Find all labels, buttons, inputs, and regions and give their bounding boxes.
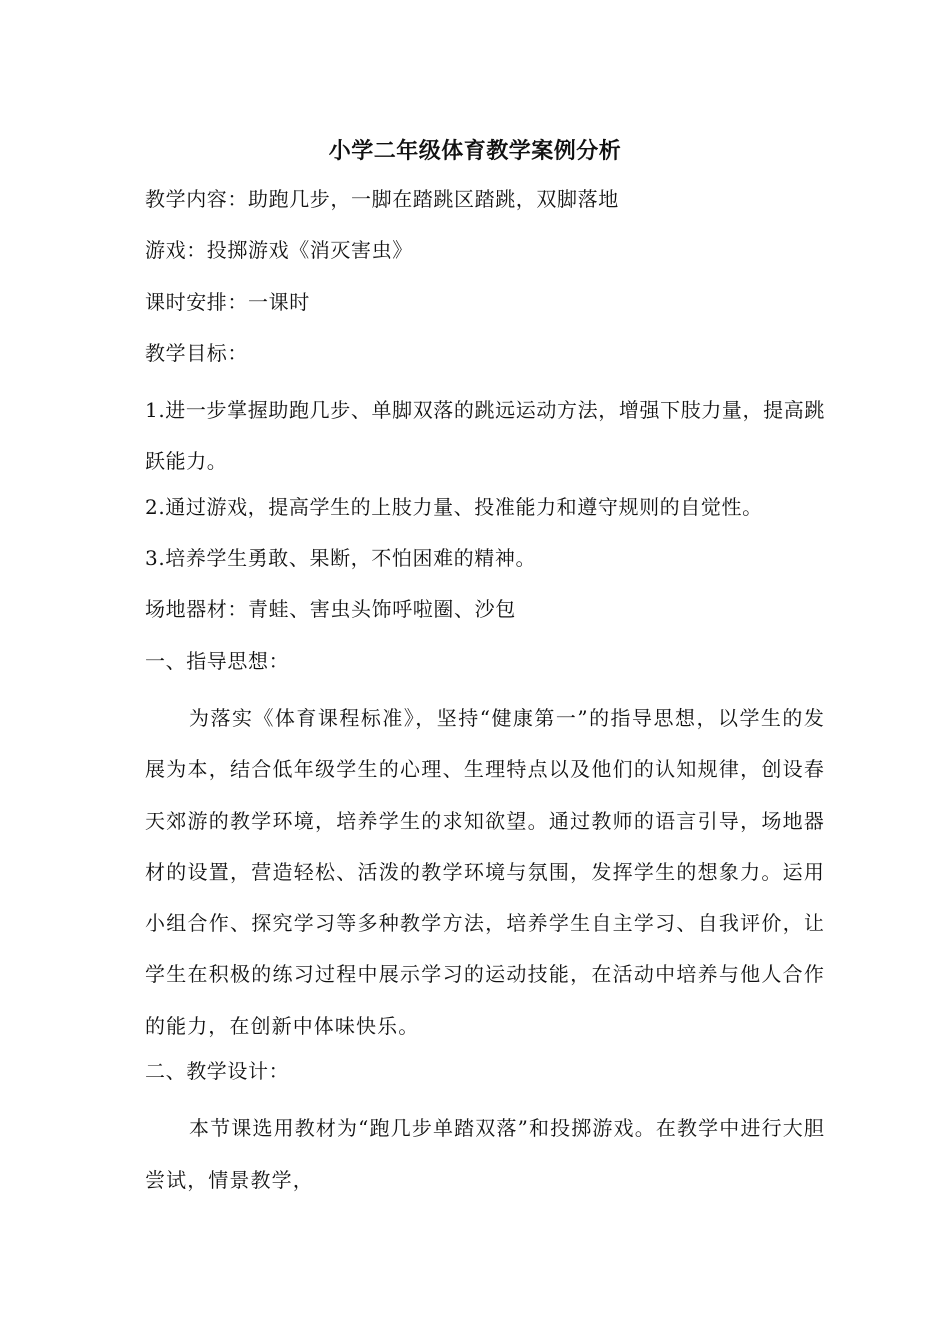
objective-3: 3.培养学生勇敢、果断，不怕困难的精神。 (145, 546, 537, 571)
document-title: 小学二年级体育教学案例分析 (328, 138, 622, 164)
equipment-line: 场地器材：青蛙、害虫头饰呼啦圈、沙包 (145, 597, 516, 622)
game-line: 游戏：投掷游戏《消灭害虫》 (145, 238, 413, 263)
section-2-paragraph: 本节课选用教材为“跑几步单踏双落”和投掷游戏。在教学中进行大胆尝试，情景教学， (145, 1116, 825, 1192)
objectives-heading: 教学目标： (145, 340, 248, 365)
document-body (145, 180, 825, 1206)
section-1-heading: 一、指导思想： (145, 648, 290, 673)
objective-1: 1.进一步掌握助跑几步、单脚双落的跳远运动方法，增强下肢力量，提高跳跃能力。 (145, 398, 825, 474)
objective-2: 2.通过游戏，提高学生的上肢力量、投准能力和遵守规则的自觉性。 (145, 494, 763, 519)
schedule-line: 课时安排：一课时 (145, 289, 310, 314)
section-1-paragraph: 为落实《体育课程标准》，坚持“健康第一”的指导思想，以学生的发展为本，结合低年级学生的心理、生理特点以及他们的认知规律，创设春天郊游的教学环境，培养学生的求知欲望。通过教师的语言引导，场地器材的设置，营造轻松、活泼的教学环境与氛围，发挥学生的想象力。运用小组合作、探究学习等多种教学方法，培养学生自主学习、自我评价，让学生在积极的练习过程中展示学习的运动技能，在活动中培养与他人合作的能力，在创新中体味快乐。 (145, 705, 825, 1038)
teaching-content-line: 教学内容：助跑几步，一脚在踏跳区踏跳，双脚落地 (145, 187, 619, 211)
section-2-heading: 二、教学设计： (145, 1059, 290, 1084)
